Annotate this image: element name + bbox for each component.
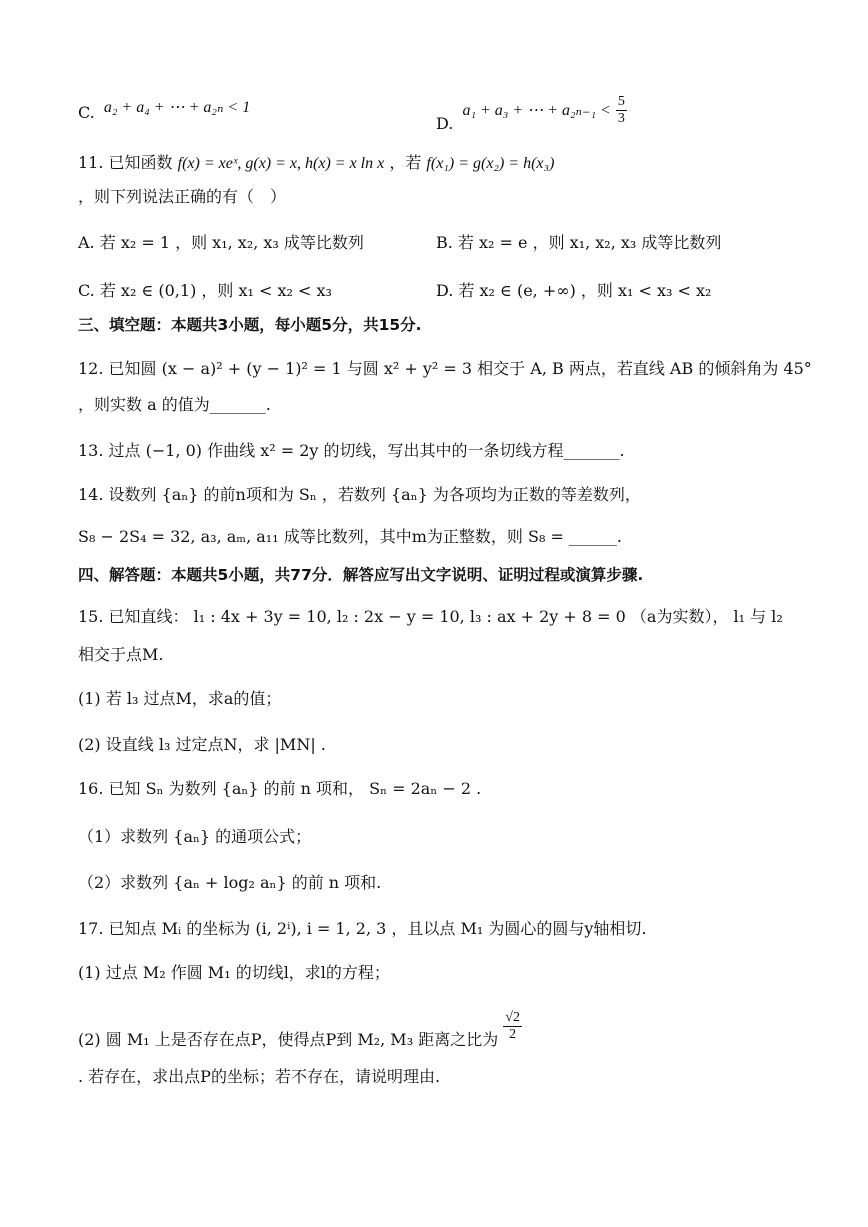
section-heading-solutions: 四、解答题：本题共5小题，共77分．解答应写出文字说明、证明过程或演算步骤.: [78, 566, 644, 584]
q10-option-c: [78, 99, 251, 125]
q17-line1: 17. 已知点 Mᵢ 的坐标为 (i, 2ⁱ), i = 1, 2, 3 ，且以点 M₁ 为圆心的圆与y轴相切.: [78, 919, 647, 938]
q11-option-b: B. 若 x₂ = e ，则 x₁, x₂, x₃ 成等比数列: [436, 233, 722, 252]
fraction-denominator: 3: [617, 111, 625, 126]
q16-part2: （2）求数列 {aₙ + log₂ aₙ} 的前 n 项和.: [78, 873, 382, 892]
q10-option-c-label: C.: [78, 103, 95, 122]
fraction-denominator: 2: [509, 1027, 517, 1042]
q17-line-last: . 若存在，求出点P的坐标；若不存在，请说明理由.: [78, 1067, 441, 1086]
q15-part1: (1) 若 l₃ 过点M，求a的值；: [78, 689, 282, 708]
q14-line1: 14. 设数列 {aₙ} 的前n项和为 Sₙ ，若数列 {aₙ} 为各项均为正数的等差数列，: [78, 485, 641, 504]
q17-part2: [78, 1010, 522, 1057]
q11-stem: [78, 152, 554, 175]
q16-part1: （1）求数列 {aₙ} 的通项公式；: [78, 827, 312, 846]
q13-line1: 13. 过点 (−1, 0) 作曲线 x² = 2y 的切线，写出其中的一条切线方程_______.: [78, 441, 625, 460]
q14-line2: S₈ − 2S₄ = 32, a₃, aₘ, a₁₁ 成等比数列，其中m为正整数，则 S₈ = ______.: [78, 527, 623, 546]
q11-option-a: A. 若 x₂ = 1 ，则 x₁, x₂, x₃ 成等比数列: [78, 233, 364, 252]
q11-condition: f(x₁) = g(x₂) = h(x₃): [426, 155, 555, 172]
q11-line2: ，则下列说法正确的有（ ）: [78, 187, 287, 206]
q17-ratio-fraction: [503, 1010, 522, 1043]
q15-line1: 15. 已知直线： l₁ : 4x + 3y = 10, l₂ : 2x − y = 10, l₃ : ax + 2y + 8 = 0 （a为实数）， l₁ 与 l₂: [78, 607, 783, 626]
q10-option-d-label: D.: [436, 114, 454, 133]
q10-option-d: [436, 94, 627, 133]
q15-line2: 相交于点M.: [78, 645, 164, 664]
q16-line1: 16. 已知 Sₙ 为数列 {aₙ} 的前 n 项和， Sₙ = 2aₙ − 2 .: [78, 779, 482, 798]
section-heading-fill-in: 三、填空题：本题共3小题，每小题5分，共15分.: [78, 316, 422, 334]
q17-part2-text: (2) 圆 M₁ 上是否存在点P，使得点P到 M₂, M₃ 距离之比为: [78, 1030, 499, 1049]
fraction-numerator: √2: [505, 1010, 520, 1025]
q11-cond-prefix: ，若: [389, 153, 422, 172]
q11-number: 11. 已知函数: [78, 153, 173, 172]
q15-part2: (2) 设直线 l₃ 过定点N，求 |MN| .: [78, 735, 326, 754]
q10-option-d-fraction: [616, 94, 627, 127]
q11-option-d: D. 若 x₂ ∈ (e, +∞) ，则 x₁ < x₃ < x₂: [436, 281, 712, 300]
q10-option-d-expr: a₁ + a₃ + ⋯ + a₂ₙ₋₁ <: [462, 102, 611, 119]
q12-line2: ，则实数 a 的值为_______.: [78, 395, 271, 414]
q11-option-c: C. 若 x₂ ∈ (0,1) ，则 x₁ < x₂ < x₃: [78, 281, 332, 300]
q17-part1: (1) 过点 M₂ 作圆 M₁ 的切线l，求l的方程；: [78, 963, 390, 982]
q10-option-c-expr: a₂ + a₄ + ⋯ + a₂ₙ < 1: [103, 99, 251, 116]
q11-functions: f(x) = xeˣ, g(x) = x, h(x) = x ln x: [177, 155, 385, 172]
q12-line1: 12. 已知圆 (x − a)² + (y − 1)² = 1 与圆 x² + y² = 3 相交于 A, B 两点，若直线 AB 的倾斜角为 45°: [78, 359, 812, 378]
fraction-numerator: 5: [617, 94, 625, 109]
